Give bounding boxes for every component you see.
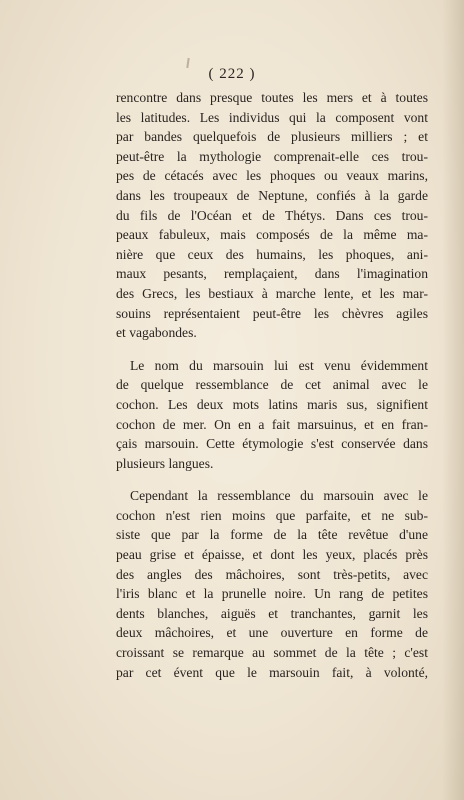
paragraph-gap [116,473,428,486]
text-line: peut-être la mythologie comprenait-elle ces trou- [116,148,428,164]
text-line: souins représentaient peut-être les chèvres agiles [116,305,428,321]
text-line: peaux fabuleux, mais composés de la même ma- [116,227,428,243]
text-line: des Grecs, les bestiaux à marche lente, et les mar- [116,285,428,301]
text-line: cochon. Les deux mots latins maris sus, signifient [116,396,428,412]
text-line: de quelque ressemblance de cet animal avec le [116,377,428,393]
text-line: plusieurs langues. [116,455,214,471]
text-line: peau grise et épaisse, et dont les yeux, placés près [116,547,428,563]
body-text [116,88,428,682]
text-line: les latitudes. Les individus qui la composent vont [116,109,428,125]
paragraph-gap [116,343,428,356]
text-line: du fils de l'Océan et de Thétys. Dans ces trou- [116,207,428,223]
text-line: dans les troupeaux de Neptune, confiés à la garde [116,187,428,203]
text-line: Cependant la ressemblance du marsouin avec le [130,488,428,504]
text-line: l'iris blanc et la prunelle noire. Un rang de petites [116,586,428,602]
text-line: rencontre dans presque toutes les mers et à toutes [116,90,428,105]
text-line: croissant se remarque au sommet de la tête ; c'est [116,645,428,661]
text-line: cochon n'est rien moins que parfaite, et ne sub- [116,507,428,523]
text-line: et vagabondes. [116,325,197,341]
text-line: siste que par la forme de la tête revêtue d'une [116,527,428,543]
text-line: nière que ceux des humains, les phoques, ani- [116,246,428,262]
page-fold-shadow [442,0,464,800]
page-number: ( 222 ) [208,66,256,82]
text-line: dents blanches, aiguës et tranchantes, garnit les [116,605,428,621]
text-line: par cet évent que le marsouin fait, à volonté, [116,664,428,680]
text-line: par bandes quelquefois de plusieurs milliers ; et [116,129,428,145]
text-line: des angles des mâchoires, sont très-petits, avec [116,566,428,582]
text-line: çais marsouin. Cette étymologie s'est conservée dans [116,436,428,452]
text-line: Le nom du marsouin lui est venu évidemment [130,357,428,373]
text-line: deux mâchoires, et une ouverture en forme de [116,625,428,641]
text-line: maux pesants, remplaçaient, dans l'imagination [116,266,428,282]
text-line: pes de cétacés avec les phoques ou veaux marins, [116,168,428,184]
text-line: cochon de mer. On en a fait marsuinus, et en fran- [116,416,428,432]
